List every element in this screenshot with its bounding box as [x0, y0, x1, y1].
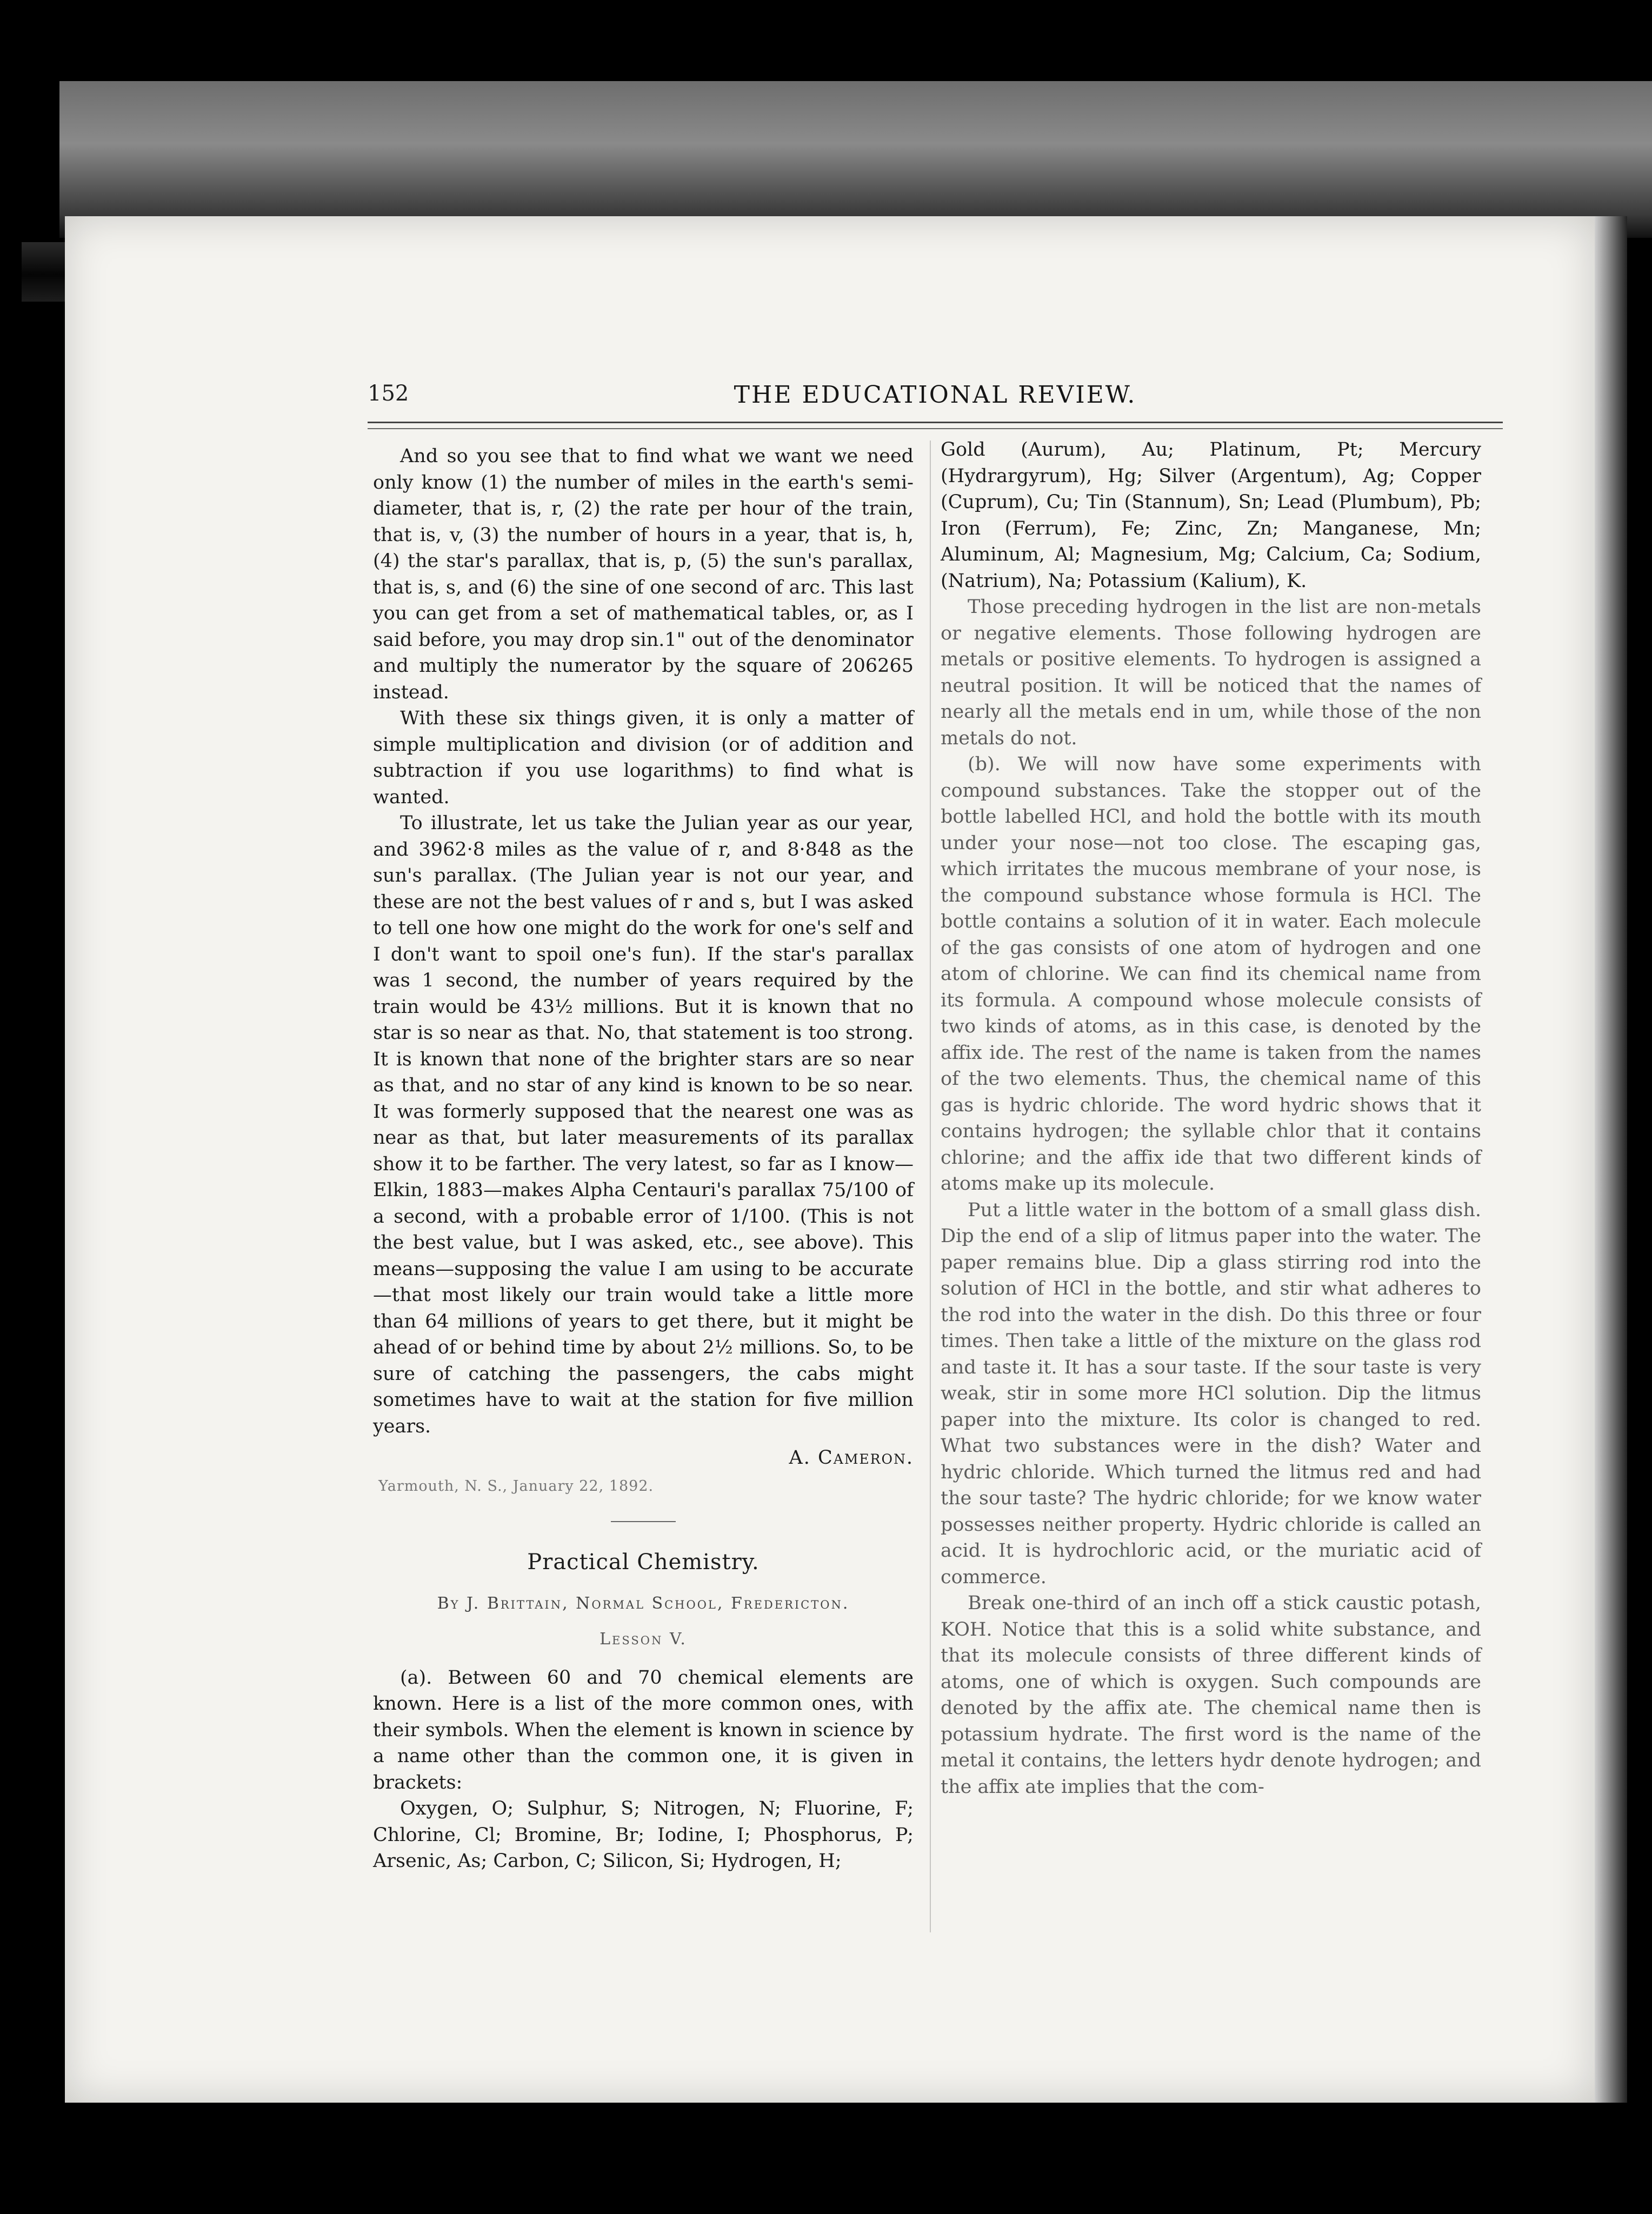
- page-number: 152: [368, 381, 409, 406]
- paragraph: (b). We will now have some experiments with compound substances. Take the stopper out of the bottle labelled HCl, and hold the bottle with its mouth under your nose—not too close. The escaping gas, which irritates the mucous membrane of your nose, is the compound substance whose formula is HCl. The bottle contains a solution of it in water. Each molecule of the gas consists of one atom of hydrogen and one atom of chlorine. We can find its chemical name from its formula. A compound whose molecule consists of two kinds of atoms, as in this case, is denoted by the affix ide. The rest of the name is taken from the names of the two elements. Thus, the chemical name of this gas is hydric chloride. The word hydric shows that it contains hydrogen; the syllable chlor that it contains chlorine; and the affix ide that two different kinds of atoms make up its molecule.: [941, 753, 1481, 1195]
- paragraph: To illustrate, let us take the Julian year as our year, and 3962·8 miles as the value of r, and 8·848 as the sun's parallax. (The Julian year is not our year, and these are not the best values of r and s, but I was asked to tell one how one might do the work for one's self and I don't want to spoil one's fun). If the star's parallax was 1 second, the number of years required by the train would be 43½ millions. But it is known that no star is so near as that. No, that statement is too strong. It is known that none of the brighter stars are so near as that, and no star of any kind is known to be so near. It was formerly supposed that the nearest one was as near as that, but later measurements of its parallax show it to be farther. The very latest, so far as I know—Elkin, 1883—makes Alpha Centauri's parallax 75/100 of a second, with a probable error of 1/100. (This is not the best value, but I was asked, etc., see above). This means—supposing the value I am using to be accurate—that most likely our train would take a little more than 64 millions of years to get there, but it might be ahead of or behind time by about 2½ millions. So, to be sure of catching the passengers, the cabs might sometimes have to wait at the station for five million years.: [373, 812, 914, 1437]
- paragraph: Break one-third of an inch off a stick caustic potash, KOH. Notice that this is a solid white substance, and that its molecule consists of three different kinds of atoms, one of which is oxygen. Such compounds are denoted by the affix ate. The chemical name then is potassium hydrate. The first word is the name of the metal it contains, the letters hydr denote hydrogen; and the affix ate implies that the com-: [941, 1592, 1481, 1798]
- left-column: [373, 443, 914, 1875]
- paragraph: (a). Between 60 and 70 chemical elements are known. Here is a list of the more common ones, with their symbols. When the element is known in science by a name other than the common one, it is given in brackets:: [373, 1666, 914, 1793]
- right-column: [941, 437, 1481, 1800]
- paragraph: Oxygen, O; Sulphur, S; Nitrogen, N; Fluorine, F; Chlorine, Cl; Bromine, Br; Iodine, I; Phosphorus, P; Arsenic, As; Carbon, C; Silicon, Si; Hydrogen, H;: [373, 1798, 914, 1872]
- running-head: THE EDUCATIONAL REVIEW.: [734, 381, 1137, 409]
- page-edge-shadow: [1595, 216, 1627, 2103]
- document-page: [65, 216, 1595, 2103]
- byline: By J. Brittain, Normal School, Fredericton.: [437, 1593, 850, 1613]
- paragraph: Gold (Aurum), Au; Platinum, Pt; Mercury (Hydrargyrum), Hg; Silver (Argentum), Ag; Copper (Cuprum), Cu; Tin (Stannum), Sn; Lead (Plumbum), Pb; Iron (Ferrum), Fe; Zinc, Zn; Manganese, Mn; Aluminum, Al; Magnesium, Mg; Calcium, Ca; Sodium, (Natrium), Na; Potassium (Kalium), K.: [941, 439, 1481, 592]
- paragraph: Those preceding hydrogen in the list are non-metals or negative elements. Those following hydrogen are metals or positive elements. To hydrogen is assigned a neutral position. It will be noticed that the names of nearly all the metals end in um, while those of the non metals do not.: [941, 596, 1481, 749]
- section-divider: [611, 1521, 676, 1522]
- paragraph: With these six things given, it is only a matter of simple multiplication and division (or of addition and subtraction if you use logarithms) to find what is wanted.: [373, 708, 914, 808]
- signature: A. Cameron.: [789, 1447, 914, 1469]
- column-divider: [930, 441, 931, 1932]
- header-rule: [368, 422, 1503, 429]
- paragraph: Put a little water in the bottom of a small glass dish. Dip the end of a slip of litmus paper into the water. The paper remains blue. Dip a glass stirring rod into the solution of HCl in the bottle, and stir what adheres to the rod into the water in the dish. Do this three or four times. Then take a little of the mixture on the glass rod and taste it. It has a sour taste. If the sour taste is very weak, stir in some more HCl solution. Dip the litmus paper into the mixture. Its color is changed to red. What two substances were in the dish? Water and hydric chloride. Which turned the litmus red and had the sour taste? The hydric chloride; for we know water possesses neither property. Hydric chloride is called an acid. It is hydrochloric acid, or the muriatic acid of commerce.: [941, 1199, 1481, 1588]
- page-header: [368, 381, 1503, 419]
- lesson-heading: Lesson V.: [599, 1630, 687, 1649]
- scan-background-top: [59, 81, 1652, 238]
- article-title: Practical Chemistry.: [527, 1550, 760, 1575]
- paragraph: And so you see that to find what we want we need only know (1) the number of miles in the earth's semi-diameter, that is, r, (2) the rate per hour of the train, that is, v, (3) the number of hours in a year, that is, h, (4) the star's parallax, that is, p, (5) the sun's parallax, that is, s, and (6) the sine of one second of arc. This last you can get from a set of mathematical tables, or, as I said before, you may drop sin.1" out of the denominator and multiply the numerator by the square of 206265 instead.: [373, 445, 914, 703]
- dateline: Yarmouth, N. S., January 22, 1892.: [378, 1477, 654, 1495]
